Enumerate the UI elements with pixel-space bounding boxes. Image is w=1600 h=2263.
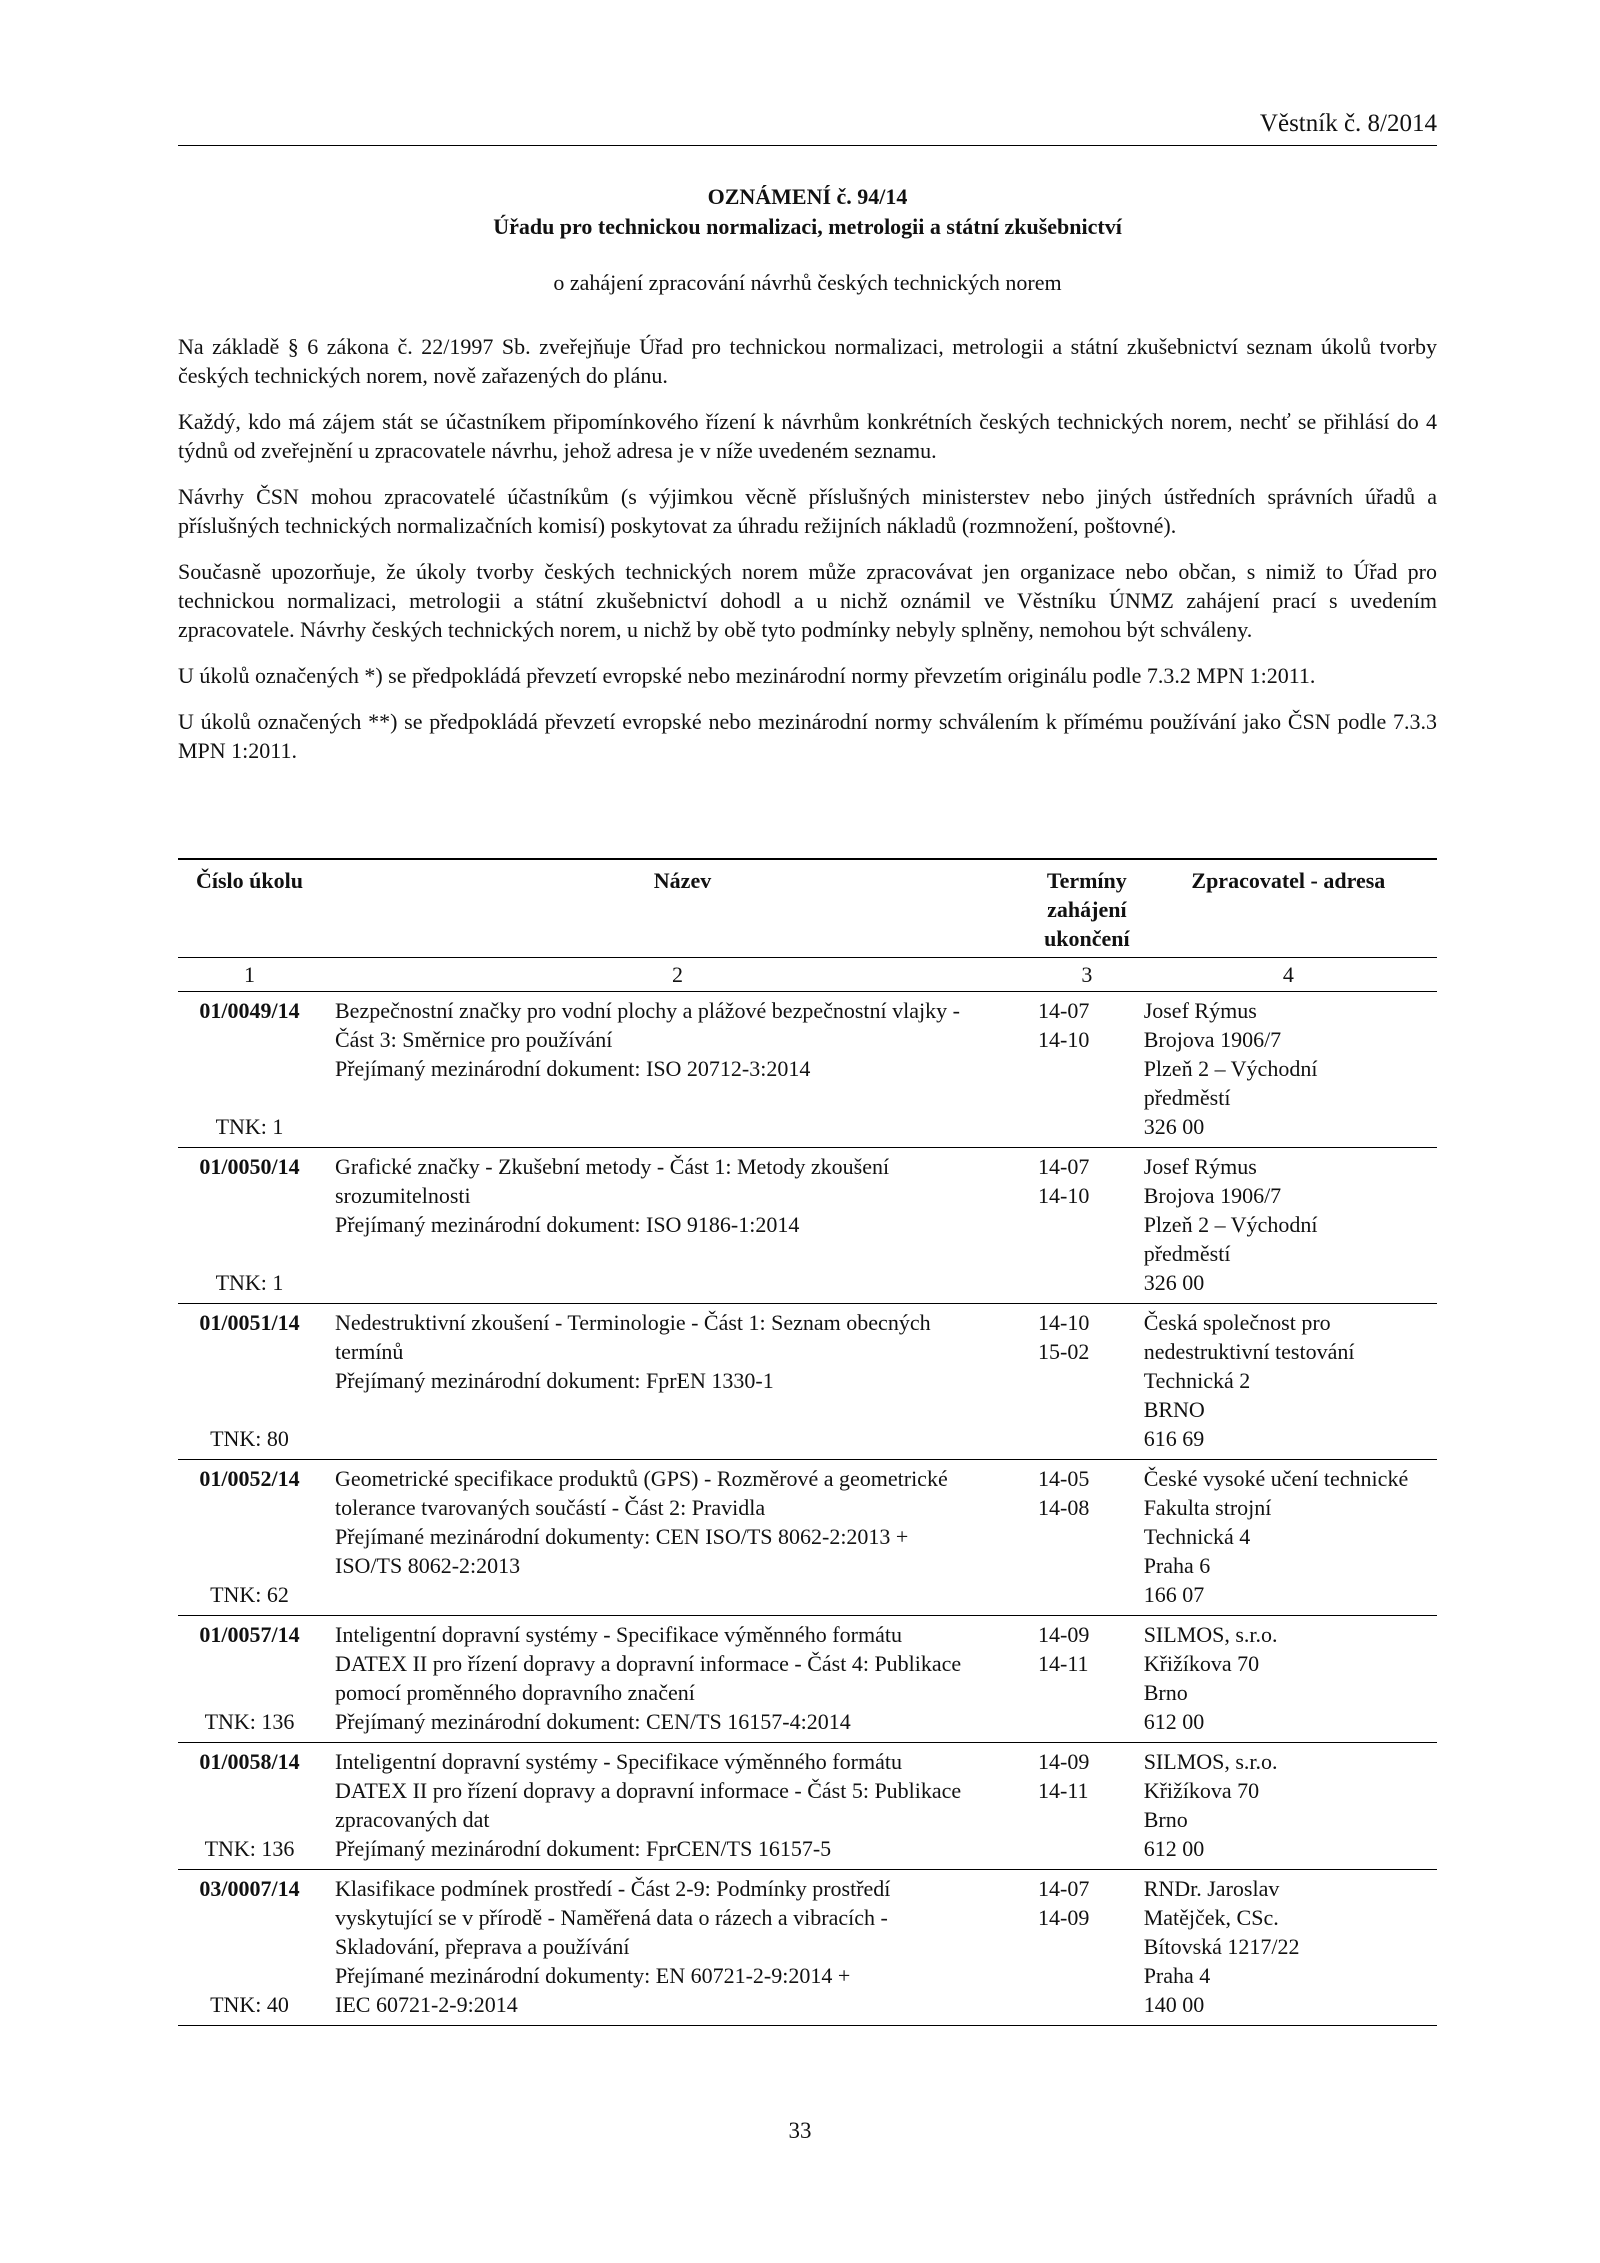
processor-address-line: Brojova 1906/7 <box>1143 1183 1282 1208</box>
task-dates-cell <box>1034 992 1140 1148</box>
task-date-end: 14-08 <box>1038 1495 1090 1520</box>
task-name-line: Geometrické specifikace produktů (GPS) - Rozměrové a geometrické <box>335 1466 948 1491</box>
task-name-line: pomocí proměnného dopravního značení <box>335 1680 695 1705</box>
task-number: 01/0058/14 <box>199 1749 300 1774</box>
task-date-start: 14-07 <box>1038 998 1090 1023</box>
task-name-line: Klasifikace podmínek prostředí - Část 2-9: Podmínky prostředí <box>335 1876 891 1901</box>
processor-address-line: nedestruktivní testování <box>1143 1339 1355 1364</box>
header-dates-line: ukončení <box>1044 926 1130 951</box>
column-number: 1 <box>244 962 255 987</box>
table-row <box>178 1743 1437 1870</box>
tnk-label: TNK: 1 <box>215 1114 284 1139</box>
processor-address-line: České vysoké učení technické <box>1143 1466 1409 1491</box>
paragraph: Na základě § 6 zákona č. 22/1997 Sb. zveřejňuje Úřad pro technickou normalizaci, metrologii a státní zkušebnictví seznam úkolů tvorby českých technických norem, nově zařazených do plánu. <box>178 334 1437 388</box>
task-date-end: 14-11 <box>1038 1651 1089 1676</box>
processor-address-line: 616 69 <box>1143 1426 1205 1451</box>
column-number-row <box>178 958 1437 992</box>
task-processor-cell <box>1140 1616 1437 1743</box>
task-dates-cell <box>1034 1148 1140 1304</box>
task-number: 01/0049/14 <box>199 998 300 1023</box>
tnk-label: TNK: 136 <box>204 1836 295 1861</box>
processor-address-line: 612 00 <box>1143 1836 1205 1861</box>
processor-address-line: Technická 2 <box>1143 1368 1251 1393</box>
processor-address-line: Plzeň 2 – Východní <box>1143 1212 1318 1237</box>
task-name-line: Nedestruktivní zkoušení - Terminologie - Část 1: Seznam obecných <box>335 1310 931 1335</box>
processor-address-line: 166 07 <box>1143 1582 1205 1607</box>
task-name-line: Skladování, přeprava a používání <box>335 1934 630 1959</box>
task-date-start: 14-09 <box>1038 1749 1090 1774</box>
announcement-header <box>178 182 1437 296</box>
header-name: Název <box>653 868 712 893</box>
task-name-line: Inteligentní dopravní systémy - Specifikace výměnného formátu <box>335 1749 902 1774</box>
processor-address-line: Josef Rýmus <box>1143 998 1257 1023</box>
task-table-body <box>178 992 1437 2026</box>
task-number-cell <box>178 1460 321 1616</box>
task-name-line: termínů <box>335 1339 404 1364</box>
task-date-end: 14-10 <box>1038 1027 1090 1052</box>
task-date-start: 14-07 <box>1038 1876 1090 1901</box>
task-name-line: vyskytující se v přírodě - Naměřená data o rázech a vibracích - <box>335 1905 888 1930</box>
tnk-label: TNK: 62 <box>210 1582 289 1607</box>
task-name-line: Přejímaný mezinárodní dokument: FprEN 1330-1 <box>335 1368 774 1393</box>
processor-address-line: Brno <box>1143 1680 1188 1705</box>
task-date-start: 14-07 <box>1038 1154 1090 1179</box>
column-number: 2 <box>672 962 684 987</box>
task-processor-cell <box>1140 1148 1437 1304</box>
announcement-issuer: Úřadu pro technickou normalizaci, metrologii a státní zkušebnictví <box>493 214 1122 239</box>
task-name-line: Přejímaný mezinárodní dokument: FprCEN/TS 16157-5 <box>335 1836 832 1861</box>
journal-issue: Věstník č. 8/2014 <box>1259 110 1437 137</box>
task-date-start: 14-09 <box>1038 1622 1090 1647</box>
task-dates-cell <box>1034 1304 1140 1460</box>
task-number-cell <box>178 1616 321 1743</box>
task-name-line: Přejímané mezinárodní dokumenty: CEN ISO/TS 8062-2:2013 + <box>335 1524 909 1549</box>
task-number-cell <box>178 1304 321 1460</box>
processor-address-line: Brojova 1906/7 <box>1143 1027 1282 1052</box>
table-row <box>178 1460 1437 1616</box>
task-dates-cell <box>1034 1460 1140 1616</box>
processor-address-line: Křižíkova 70 <box>1143 1651 1260 1676</box>
processor-address-line: předměstí <box>1143 1241 1231 1266</box>
task-number-cell <box>178 1870 321 2026</box>
processor-address-line: Praha 6 <box>1143 1553 1211 1578</box>
header-processor: Zpracovatel - adresa <box>1191 868 1386 893</box>
task-table <box>178 858 1437 2026</box>
announcement-subject: o zahájení zpracování návrhů českých technických norem <box>553 270 1062 295</box>
task-name-line: Přejímaný mezinárodní dokument: ISO 20712-3:2014 <box>335 1056 811 1081</box>
processor-address-line: SILMOS, s.r.o. <box>1143 1622 1278 1647</box>
table-row <box>178 1870 1437 2026</box>
paragraph: Návrhy ČSN mohou zpracovatelé účastníkům (s výjimkou věcně příslušných ministerstev nebo jiných ústředních správních úřadů a příslušných technických normalizačních komisí) poskytovat za úhradu režijních nákladů (rozmnožení, poštovné). <box>178 484 1437 538</box>
task-date-end: 14-11 <box>1038 1778 1089 1803</box>
task-processor-cell <box>1140 1304 1437 1460</box>
task-dates-cell <box>1034 1870 1140 2026</box>
task-name-cell <box>321 1148 1034 1304</box>
table-row <box>178 1148 1437 1304</box>
task-name-cell <box>321 1304 1034 1460</box>
task-name-line: srozumitelnosti <box>335 1183 471 1208</box>
paragraph: U úkolů označených **) se předpokládá převzetí evropské nebo mezinárodní normy schválením k přímému používání jako ČSN podle 7.3.3 MPN 1:2011. <box>178 709 1437 763</box>
task-processor-cell <box>1140 1870 1437 2026</box>
announcement-title: OZNÁMENÍ č. 94/14 <box>707 184 908 209</box>
task-name-line: DATEX II pro řízení dopravy a dopravní informace - Část 5: Publikace <box>335 1778 962 1803</box>
table-row <box>178 1304 1437 1460</box>
task-processor-cell <box>1140 992 1437 1148</box>
processor-address-line: předměstí <box>1143 1085 1231 1110</box>
processor-address-line: Josef Rýmus <box>1143 1154 1257 1179</box>
task-date-end: 14-10 <box>1038 1183 1090 1208</box>
task-name-cell <box>321 1870 1034 2026</box>
task-number: 01/0051/14 <box>199 1310 300 1335</box>
processor-address-line: Matějček, CSc. <box>1143 1905 1279 1930</box>
tnk-label: TNK: 40 <box>210 1992 289 2017</box>
task-name-cell <box>321 1460 1034 1616</box>
task-number-cell <box>178 1148 321 1304</box>
task-number: 01/0057/14 <box>199 1622 300 1647</box>
processor-address-line: 612 00 <box>1143 1709 1205 1734</box>
header-divider <box>178 145 1437 146</box>
processor-address-line: Technická 4 <box>1143 1524 1251 1549</box>
task-number-cell <box>178 992 321 1148</box>
task-processor-cell <box>1140 1460 1437 1616</box>
processor-address-line: 140 00 <box>1143 1992 1205 2017</box>
paragraph: Každý, kdo má zájem stát se účastníkem připomínkového řízení k návrhům konkrétních českých technických norem, nechť se přihlásí do 4 týdnů od zveřejnění u zpracovatele návrhu, jehož adresa je v níže uvedeném seznamu. <box>178 409 1437 463</box>
header-dates-line: zahájení <box>1047 897 1127 922</box>
processor-address-line: Fakulta strojní <box>1143 1495 1272 1520</box>
task-name-line: Přejímaný mezinárodní dokument: ISO 9186-1:2014 <box>335 1212 800 1237</box>
tnk-label: TNK: 1 <box>215 1270 284 1295</box>
task-name-cell <box>321 992 1034 1148</box>
processor-address-line: Křižíkova 70 <box>1143 1778 1260 1803</box>
announcement-body <box>178 332 1437 782</box>
processor-address-line: Česká společnost pro <box>1143 1310 1331 1335</box>
task-name-line: DATEX II pro řízení dopravy a dopravní informace - Část 4: Publikace <box>335 1651 962 1676</box>
task-date-start: 14-10 <box>1038 1310 1090 1335</box>
task-name-line: Přejímané mezinárodní dokumenty: EN 60721-2-9:2014 + <box>335 1963 851 1988</box>
page-number: 33 <box>788 2118 812 2143</box>
column-number: 3 <box>1081 962 1093 987</box>
task-date-end: 15-02 <box>1038 1339 1090 1364</box>
processor-address-line: Praha 4 <box>1143 1963 1211 1988</box>
tnk-label: TNK: 80 <box>210 1426 289 1451</box>
task-name-line: zpracovaných dat <box>335 1807 490 1832</box>
processor-address-line: BRNO <box>1143 1397 1205 1422</box>
processor-address-line: Bítovská 1217/22 <box>1143 1934 1300 1959</box>
task-name-line: Přejímaný mezinárodní dokument: CEN/TS 16157-4:2014 <box>335 1709 851 1734</box>
task-name-line: IEC 60721-2-9:2014 <box>335 1992 518 2017</box>
task-name-line: tolerance tvarovaných součástí - Část 2: Pravidla <box>335 1495 766 1520</box>
table-row <box>178 992 1437 1148</box>
processor-address-line: Plzeň 2 – Východní <box>1143 1056 1318 1081</box>
column-number: 4 <box>1282 962 1294 987</box>
paragraph: U úkolů označených *) se předpokládá převzetí evropské nebo mezinárodní normy převzetím originálu podle 7.3.2 MPN 1:2011. <box>178 663 1316 688</box>
paragraph: Současně upozorňuje, že úkoly tvorby českých technických norem může zpracovávat jen organizace nebo občan, s nimiž to Úřad pro technickou normalizaci, metrologii a státní zkušebnictví dohodl a u nichž oznámil ve Věstníku ÚNMZ zahájení prací s uvedením zpracovatele. Návrhy českých technických norem, u nichž by obě tyto podmínky nebyly splněny, nemohou být schváleny. <box>178 559 1437 642</box>
task-dates-cell <box>1034 1616 1140 1743</box>
task-name-line: Inteligentní dopravní systémy - Specifikace výměnného formátu <box>335 1622 902 1647</box>
tnk-label: TNK: 136 <box>204 1709 295 1734</box>
task-number: 01/0050/14 <box>199 1154 300 1179</box>
header-task-number: Číslo úkolu <box>196 868 303 893</box>
processor-address-line: 326 00 <box>1143 1270 1205 1295</box>
task-date-start: 14-05 <box>1038 1466 1090 1491</box>
task-date-end: 14-09 <box>1038 1905 1090 1930</box>
table-header-row <box>178 859 1437 958</box>
header-dates <box>1034 859 1140 958</box>
task-name-line: Část 3: Směrnice pro používání <box>335 1027 613 1052</box>
processor-address-line: RNDr. Jaroslav <box>1143 1876 1280 1901</box>
task-name-cell <box>321 1616 1034 1743</box>
header-dates-line: Termíny <box>1046 868 1127 893</box>
task-name-line: ISO/TS 8062-2:2013 <box>335 1553 521 1578</box>
task-name-line: Bezpečnostní značky pro vodní plochy a plážové bezpečnostní vlajky - <box>335 998 960 1023</box>
processor-address-line: 326 00 <box>1143 1114 1205 1139</box>
task-number: 01/0052/14 <box>199 1466 300 1491</box>
processor-address-line: SILMOS, s.r.o. <box>1143 1749 1278 1774</box>
task-name-cell <box>321 1743 1034 1870</box>
table-row <box>178 1616 1437 1743</box>
task-name-line: Grafické značky - Zkušební metody - Část 1: Metody zkoušení <box>335 1154 890 1179</box>
task-dates-cell <box>1034 1743 1140 1870</box>
processor-address-line: Brno <box>1143 1807 1188 1832</box>
task-processor-cell <box>1140 1743 1437 1870</box>
task-number: 03/0007/14 <box>199 1876 300 1901</box>
task-number-cell <box>178 1743 321 1870</box>
